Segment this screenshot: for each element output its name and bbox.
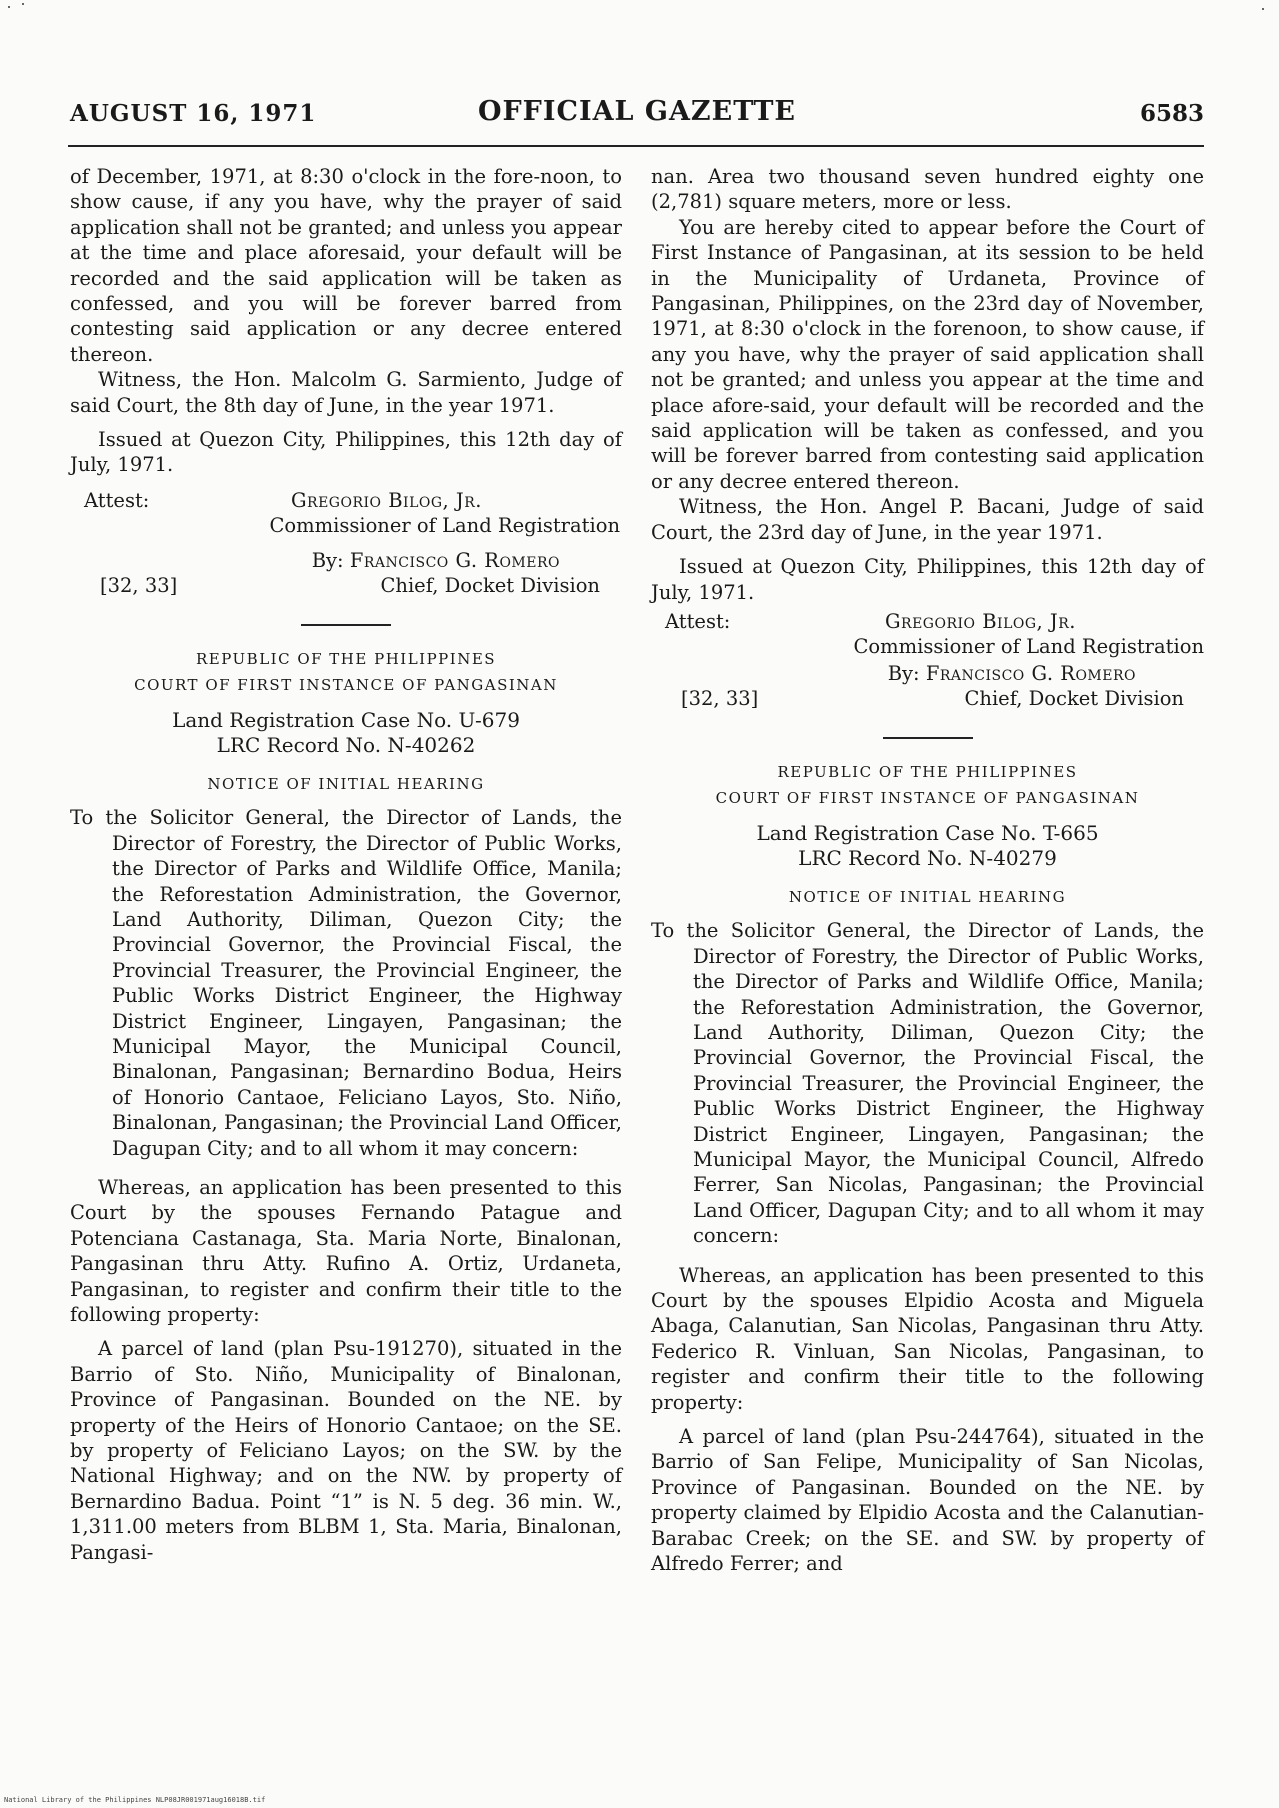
- witness-paragraph: Witness, the Hon. Malcolm G. Sarmiento, Judge of said Court, the 8th day of June, in the year 1971.: [70, 368, 622, 417]
- chief-title: Chief, Docket Division: [964, 686, 1184, 710]
- commissioner-row: [651, 634, 1204, 659]
- chief-title: Chief, Docket Division: [380, 573, 600, 597]
- attest-label: Attest:: [84, 488, 150, 512]
- cited-paragraph: You are hereby cited to appear before the Court of First Instance of Pangasinan, at its session to be held in the Municipality of Urdaneta, Province of Pangasinan, Philippines, on the 23rd day of November, 1971, at 8:30 o'clock in the forenoon, to show cause, if any you have, why the prayer of said application shall not be granted; and unless you appear at the time and place afore-said, your default will be recorded and the said application will be taken as confessed, and you will be forever barred from contesting said application or any decree entered thereon.: [651, 215, 1204, 493]
- reference-row: [70, 573, 622, 598]
- page-header: [70, 96, 1204, 136]
- by-line: [312, 548, 560, 573]
- reference-number: [32, 33]: [681, 686, 759, 710]
- reference-number: [32, 33]: [100, 573, 178, 597]
- whereas-paragraph: Whereas, an application has been presented to this Court by the spouses Elpidio Acosta and Miguela Abaga, Calanutian, San Nicolas, Pangasinan thru Atty. Federico R. Vinluan, San Nicolas, Pangasinan, to register and confirm their title to the following property:: [651, 1263, 1204, 1414]
- notice-heading: NOTICE OF INITIAL HEARING: [788, 887, 1067, 906]
- scan-speck: [8, 6, 10, 8]
- caption-republic: REPUBLIC OF THE PHILIPPINES: [195, 649, 497, 668]
- caption-court: COURT OF FIRST INSTANCE OF PANGASINAN: [715, 788, 1140, 807]
- case-number: Land Registration Case No. T-665: [756, 820, 1099, 845]
- addressee-paragraph: To the Solicitor General, the Director of Lands, the Director of Forestry, the Director of Public Works, the Director of Parks and Wildlife Office, Manila; the Reforestation Administration, the Governor, Land Authority, Diliman, Quezon City; the Provincial Governor, the Provincial Fiscal, the Provincial Treasurer, the Provincial Engineer, the Public Works District Engineer, the Highway District Engineer, Lingayen, Pangasinan; the Municipal Mayor, the Municipal Council, Binalonan, Pangasinan; Bernardino Bodua, Heirs of Honorio Cantaoe, Feliciano Layos, Sto. Niño, Binalonan, Pangasinan; the Provincial Land Officer, Dagupan City; and to all whom it may concern:: [70, 806, 622, 1160]
- right-column: [651, 164, 1204, 1576]
- header-rule: [68, 145, 1204, 147]
- by-row: [70, 548, 622, 573]
- caption-republic: REPUBLIC OF THE PHILIPPINES: [777, 762, 1078, 781]
- chief-name: Francisco G. Romero: [349, 548, 560, 572]
- by-label: By:: [311, 548, 344, 572]
- notice-heading: NOTICE OF INITIAL HEARING: [207, 774, 485, 793]
- by-row: [651, 661, 1204, 686]
- attest-label: Attest:: [665, 609, 731, 633]
- reference-row: [651, 686, 1204, 711]
- case-number: Land Registration Case No. U-679: [172, 707, 520, 732]
- scan-speck: [22, 3, 24, 5]
- addressee-paragraph: To the Solicitor General, the Director of Lands, the Director of Forestry, the Director of Public Works, the Director of Parks and Wildlife Office, Manila; the Reforestation Administration, the Governor, Land Authority, Diliman, Quezon City; the Provincial Governor, the Provincial Fiscal, the Provincial Treasurer, the Provincial Engineer, the Public Works District Engineer, the Highway District Engineer, Lingayen, Pangasinan; the Municipal Mayor, the Municipal Council, Alfredo Ferrer, San Nicolas, Pangasinan; the Provincial Land Officer, Dagupan City; and to all whom it may concern:: [651, 919, 1204, 1248]
- record-number: LRC Record No. N-40262: [216, 732, 476, 757]
- header-title: OFFICIAL GAZETTE: [477, 96, 797, 127]
- left-column: [70, 164, 622, 1565]
- parcel-paragraph: A parcel of land (plan Psu-244764), situated in the Barrio of San Felipe, Municipality of San Nicolas, Province of Pangasinan. Bounded on the NE. by property claimed by Elpidio Acosta and the Calanutian-Barabac Creek; on the SE. and SW. by property of Alfredo Ferrer; and: [651, 1425, 1204, 1576]
- issued-paragraph: Issued at Quezon City, Philippines, this 12th day of July, 1971.: [70, 428, 622, 477]
- commissioner-name: Gregorio Bilog, Jr.: [884, 609, 1076, 633]
- commissioner-title: Commissioner of Land Registration: [269, 513, 620, 537]
- by-line: [888, 661, 1136, 686]
- section-divider: [301, 624, 391, 626]
- issued-paragraph: Issued at Quezon City, Philippines, this 12th day of July, 1971.: [651, 555, 1204, 604]
- continuation-paragraph: nan. Area two thousand seven hundred eighty one (2,781) square meters, more or less.: [651, 165, 1204, 214]
- scan-speck: [1262, 8, 1264, 10]
- continuation-paragraph: of December, 1971, at 8:30 o'clock in the fore-noon, to show cause, if any you have, why the prayer of said application shall not be granted; and unless you appear at the time and place aforesaid, your default will be recorded and the said application will be taken as confessed, and you will be forever barred from contesting said application or any decree entered thereon.: [70, 165, 622, 366]
- commissioner-row: [70, 513, 622, 538]
- attest-row: [70, 488, 622, 513]
- parcel-paragraph: A parcel of land (plan Psu-191270), situated in the Barrio of Sto. Niño, Municipality of Binalonan, Province of Pangasinan. Bounded on the NE. by property of the Heirs of Honorio Cantaoe; on the SE. by property of Feliciano Layos; on the SW. by the National Highway; and on the NW. by property of Bernardino Badua. Point “1” is N. 5 deg. 36 min. W., 1,311.00 meters from BLBM 1, Sta. Maria, Binalonan, Pangasi-: [70, 1337, 622, 1564]
- attest-row: [651, 609, 1204, 634]
- by-label: By:: [887, 661, 920, 685]
- header-page-number: 6583: [1139, 100, 1204, 127]
- scan-footer: National Library of the Philippines NLP08JR001971aug16018B.tif: [4, 1796, 266, 1804]
- caption-court: COURT OF FIRST INSTANCE OF PANGASINAN: [134, 675, 558, 694]
- section-divider: [883, 737, 973, 739]
- header-date: AUGUST 16, 1971: [70, 100, 317, 127]
- commissioner-name: Gregorio Bilog, Jr.: [290, 488, 482, 512]
- record-number: LRC Record No. N-40279: [798, 845, 1057, 870]
- whereas-paragraph: Whereas, an application has been presented to this Court by the spouses Fernando Patague and Potenciana Castanaga, Sta. Maria Norte, Binalonan, Pangasinan thru Atty. Rufino A. Ortiz, Urdaneta, Pangasinan, to register and confirm their title to the following property:: [70, 1175, 622, 1326]
- witness-paragraph: Witness, the Hon. Angel P. Bacani, Judge of said Court, the 23rd day of June, in the year 1971.: [651, 495, 1204, 544]
- commissioner-title: Commissioner of Land Registration: [853, 634, 1204, 658]
- chief-name: Francisco G. Romero: [925, 661, 1136, 685]
